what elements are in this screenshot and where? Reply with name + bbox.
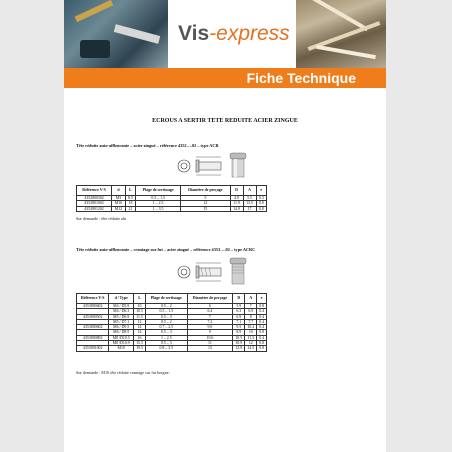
table-cell: 0.8 – 3.5 <box>146 346 188 351</box>
table-cell: 0.3 <box>256 196 267 201</box>
table-cell: 0.8 <box>256 206 267 211</box>
header-cell: L <box>125 186 135 196</box>
section1-note: Sur demande : tête réduite alu <box>76 216 127 221</box>
table-cell: 1 – 3.5 <box>136 206 181 211</box>
table-cell: 10 <box>245 330 257 335</box>
table-cell: 9.6 <box>187 325 233 330</box>
table-cell: 11.5 <box>134 314 146 319</box>
table-cell: 0.8 <box>256 201 267 206</box>
table-cell: 10.5 <box>134 309 146 314</box>
table-cell: 8 <box>245 314 257 319</box>
header-cell: A <box>243 186 256 196</box>
section2-note: Sur demande : M10 tête réduite crantage sur fut borgne. <box>76 370 170 375</box>
table-cell: 7 <box>187 314 233 319</box>
table-cell: M6 / D9.5 <box>109 325 134 330</box>
table-cell: 10.9 <box>233 341 245 346</box>
table-cell: M10 <box>112 201 126 206</box>
table-cell: 10.5 <box>233 335 245 340</box>
table-cell: 0.4 <box>257 325 267 330</box>
table-cell: M5 / D6.9 <box>109 314 134 319</box>
acr-spec-table <box>76 185 267 212</box>
table-cell: 11.3 <box>245 335 257 340</box>
table-cell: 4353800602 <box>77 325 109 330</box>
table-cell: 6.3 <box>233 309 245 314</box>
table-cell: 4352800302 <box>77 196 112 201</box>
table-cell: 8.5 <box>125 196 135 201</box>
table-cell: M12 <box>112 206 126 211</box>
document-page <box>64 0 386 452</box>
table-cell: 16 <box>134 335 146 340</box>
table-cell: 0.5 – 2 <box>146 319 188 324</box>
table-cell: 6 <box>187 304 233 309</box>
table-cell: 10 <box>134 304 146 309</box>
header-cell: Référence V-S <box>77 294 109 304</box>
tools-photo <box>64 0 168 68</box>
acr-table-body <box>77 196 267 212</box>
table-cell: 0.5 – 2 <box>146 304 188 309</box>
table-cell: 10.2 <box>245 325 257 330</box>
header-cell: Plage de sertissage <box>136 186 181 196</box>
table-header-row <box>77 294 267 304</box>
vis-express-logo: Vis-express <box>178 22 290 45</box>
table-cell: 19.5 <box>134 346 146 351</box>
table-cell: 0.8 <box>257 341 267 346</box>
table-cell: 4353800802 <box>77 335 109 340</box>
table-cell: 0.4 <box>257 314 267 319</box>
acrc-table-body <box>77 304 267 352</box>
header-cell: Référence V-S <box>77 186 112 196</box>
table-cell: 4353800502 <box>77 314 109 319</box>
table-cell: 12.9 <box>233 346 245 351</box>
table-cell: 0.5 – 3 <box>146 341 188 346</box>
table-cell: 6.9 <box>233 314 245 319</box>
table-cell: 9 <box>187 330 233 335</box>
table-cell: M10 <box>109 346 134 351</box>
table-cell: 13 <box>187 346 233 351</box>
table-cell: 0.4 <box>257 335 267 340</box>
header-cell: d / Type <box>109 294 134 304</box>
table-cell: 0.8 <box>257 346 267 351</box>
acr-insert-drawing <box>174 149 254 181</box>
table-cell: 6.4 <box>187 309 233 314</box>
table-cell: M5 / D7.1 <box>109 319 134 324</box>
table-cell: 1 – 2.5 <box>146 335 188 340</box>
table-cell: 4353801002 <box>77 346 109 351</box>
table-cell: M8 /D10.9 <box>109 341 134 346</box>
table-cell: 12 <box>181 201 230 206</box>
table-cell: 4352801202 <box>77 206 112 211</box>
table-cell: M3 <box>112 196 126 201</box>
table-cell: 13.5 <box>243 201 256 206</box>
table-cell: 15 <box>181 206 230 211</box>
table-header-row <box>77 186 267 196</box>
table-cell: 12 <box>134 319 146 324</box>
header-cell: e <box>256 186 267 196</box>
table-cell: 5.5 <box>243 196 256 201</box>
table-cell: 4.9 <box>230 196 243 201</box>
header-cell: e <box>257 294 267 304</box>
table-cell: 14 <box>134 325 146 330</box>
table-cell: M4 / D6.3 <box>109 309 134 314</box>
table-cell: 6.9 <box>245 309 257 314</box>
table-cell: 0.5 – 3 <box>146 314 188 319</box>
table-cell: 7.2 <box>187 319 233 324</box>
table-cell: 0.8 <box>257 330 267 335</box>
table-cell: 8.9 <box>233 330 245 335</box>
table-cell: M4 / D5.9 <box>109 304 134 309</box>
table-cell: 12 <box>245 341 257 346</box>
table-row <box>77 206 267 211</box>
table-cell: 7.7 <box>245 319 257 324</box>
section1-title: Tête réduite auto-affleurante – acier zingué – référence 4352….02 – type ACR <box>76 143 219 148</box>
table-cell: 0.4 <box>257 319 267 324</box>
table-cell: 11.9 <box>230 201 243 206</box>
acrc-spec-table <box>76 293 267 352</box>
table-cell: 0.4 <box>257 309 267 314</box>
header-cell: D <box>233 294 245 304</box>
table-cell: 21 <box>125 206 135 211</box>
fiche-technique-title: Fiche Technique <box>246 70 356 86</box>
table-cell: 10.6 <box>187 335 233 340</box>
table-cell: 4352801002 <box>77 201 112 206</box>
table-cell: 0.7 – 2.5 <box>146 325 188 330</box>
table-cell: 0.5 – 3 <box>146 330 188 335</box>
header-banner <box>64 0 386 88</box>
document-title: ECROUS A SERTIR TETE REDUITE ACIER ZINGUE <box>152 118 298 124</box>
table-cell: 18 <box>125 201 135 206</box>
header-cell: Diamètre de perçage <box>181 186 230 196</box>
table-cell: 14 <box>134 330 146 335</box>
table-cell: 9.5 <box>233 325 245 330</box>
header-cell: L <box>134 294 146 304</box>
table-cell: 11 <box>187 341 233 346</box>
table-cell: M8 /D10.5 <box>109 335 134 340</box>
table-cell: 17 <box>243 206 256 211</box>
table-cell: 14.5 <box>245 346 257 351</box>
table-cell: 7.1 <box>233 319 245 324</box>
table-cell: M6 / D8.9 <box>109 330 134 335</box>
header-cell: D <box>230 186 243 196</box>
header-cell: d <box>112 186 126 196</box>
table-row <box>77 346 267 351</box>
table-cell: 7 <box>245 304 257 309</box>
logo-area <box>168 0 296 68</box>
table-cell: 15.5 <box>134 341 146 346</box>
section2-title: Tête réduite auto-affleurante – crantage sur fut – acier zingué – référence 4353….02 – type ACRC <box>76 247 256 252</box>
table-cell: 4353800402 <box>77 304 109 309</box>
table-cell: 14.9 <box>230 206 243 211</box>
acrc-insert-drawing <box>174 253 254 289</box>
header-cell: Plage de sertissage <box>146 294 188 304</box>
table-cell: 0.5 – 1.5 <box>136 196 181 201</box>
table-cell: 5 <box>181 196 230 201</box>
header-cell: Diamètre de perçage <box>187 294 233 304</box>
header-cell: A <box>245 294 257 304</box>
table-cell: 0.5 – 1.5 <box>146 309 188 314</box>
table-cell: 1 – 2.5 <box>136 201 181 206</box>
screws-photo <box>296 0 386 68</box>
table-cell: 0.8 <box>257 304 267 309</box>
table-cell: 5.9 <box>233 304 245 309</box>
